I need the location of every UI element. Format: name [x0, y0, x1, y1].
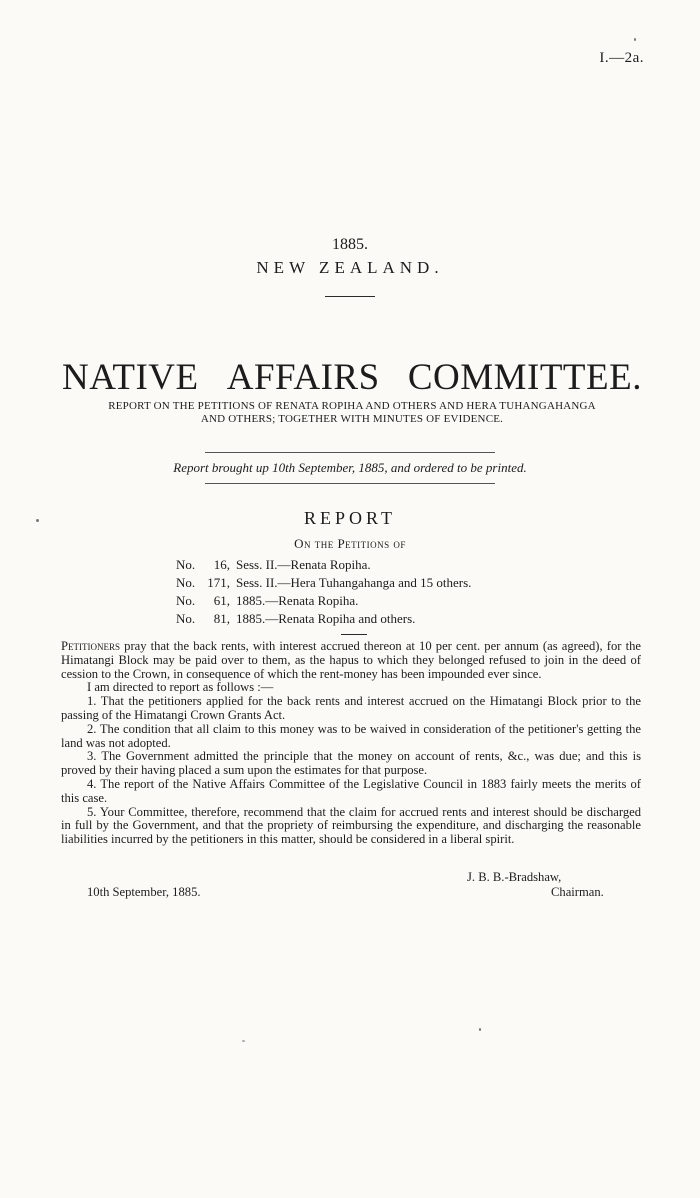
report-point: 2. The condition that all claim to this money was to be waived in consideration of the petitioner's getting the land was not adopted.: [61, 721, 641, 750]
section-divider: [341, 634, 367, 635]
page-reference: I.—2a.: [599, 50, 644, 66]
lower-divider: [205, 483, 495, 484]
petition-item: No. 16, Sess. II.—Renata Ropiha.: [176, 557, 371, 572]
report-date: 10th September, 1885.: [87, 885, 201, 899]
scan-speck: [634, 38, 636, 41]
petition-item: No. 171, Sess. II.—Hera Tuhangahanga and 15 others.: [176, 575, 472, 590]
masthead-divider: [325, 296, 375, 297]
report-point: 5. Your Committee, therefore, recommend that the claim for accrued rents and interest should be discharged in full by the Government, and that the propriety of reimbursing the expenditure, and discharging the reasonable liabilities incurred by the petitioners in this matter, should be considered in a liberal spirit.: [61, 804, 641, 847]
petitions-list: [176, 556, 471, 628]
country-heading: NEW ZEALAND.: [256, 258, 444, 277]
document-subtitle: [62, 400, 642, 426]
document-title: [62, 356, 642, 399]
report-point: 3. The Government admitted the principle that the money on account of rents, &c., was due; and this is proved by their having placed a sum upon the estimates for that purpose.: [61, 749, 641, 778]
publication-year: 1885.: [332, 236, 368, 253]
petition-item: No. 81, 1885.—Renata Ropiha and others.: [176, 611, 416, 626]
intro-paragraph: Petitioners pray that the back rents, with interest accrued thereon at 10 per cent. per annum (as agreed), for the Himatangi Block may be paid over to them, as the hapus to which they belonged refused to join in the deed of cession to the Crown, in consequence of which the rent-money has been impounded ever since.: [61, 639, 641, 681]
subtitle-line: REPORT ON THE PETITIONS OF RENATA ROPIHA AND OTHERS AND HERA TUHANGAHANGA: [108, 400, 596, 412]
lead-word: Petitioners: [61, 639, 120, 653]
report-point: 4. The report of the Native Affairs Committee of the Legislative Council in 1883 fairly meets the merits of this case.: [61, 776, 641, 805]
signatory-name: J. B. B.-Bradshaw,: [467, 870, 562, 884]
directed-line: I am directed to report as follows :—: [87, 680, 274, 695]
scan-speck: [36, 519, 39, 522]
report-point: 1. That the petitioners applied for the back rents and interest accrued on the Himatangi Block prior to the passing of the Himatangi Crown Grants Act.: [61, 694, 641, 722]
scan-speck: [479, 1028, 481, 1031]
title-word: AFFAIRS: [226, 357, 380, 398]
signatory-title: Chairman.: [551, 885, 604, 899]
petition-item: No. 61, 1885.—Renata Ropiha.: [176, 593, 359, 608]
upper-divider: [205, 452, 495, 453]
scan-speck: [242, 1040, 245, 1042]
report-heading: REPORT: [304, 508, 396, 528]
title-word: COMMITTEE.: [407, 357, 642, 398]
subtitle-line: AND OTHERS; TOGETHER WITH MINUTES OF EVIDENCE.: [200, 413, 504, 425]
petitions-heading: On the Petitions of: [294, 536, 406, 551]
title-word: NATIVE: [62, 357, 199, 398]
report-brought-up-note: Report brought up 10th September, 1885, and ordered to be printed.: [173, 460, 527, 475]
report-body: [61, 640, 641, 847]
